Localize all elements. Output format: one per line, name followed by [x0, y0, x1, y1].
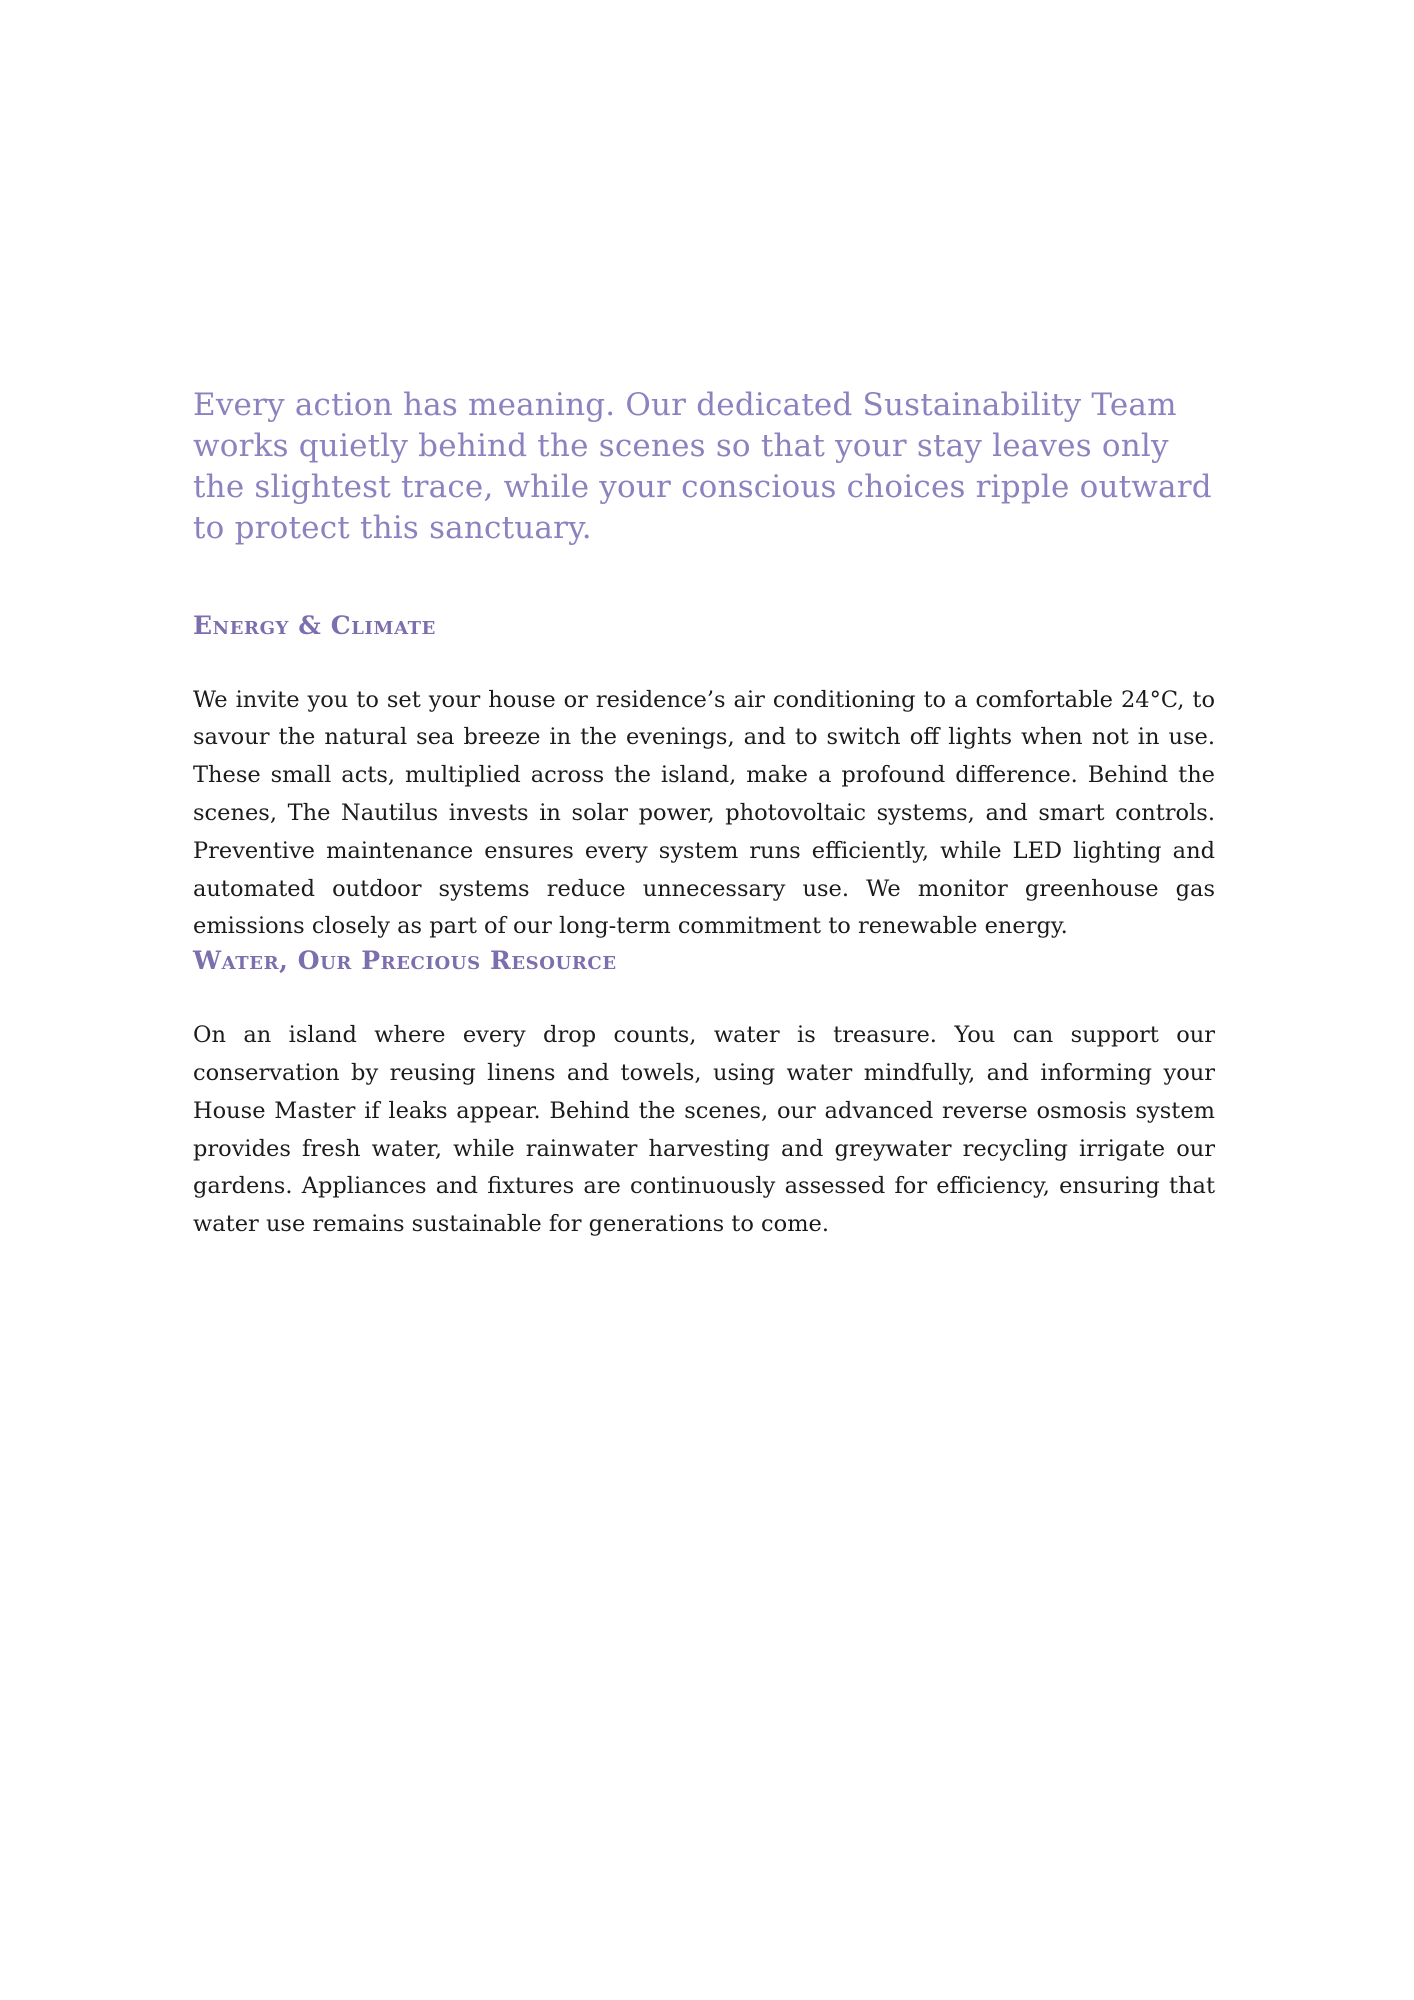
- page-content: [193, 385, 1215, 1244]
- section-water-resource: [193, 946, 1215, 1244]
- section-heading-energy-climate: Energy & Climate: [193, 610, 436, 640]
- section-body-water-resource: On an island where every drop counts, water is treasure. You can support our conservation by reusing linens and towels, using water mindfully, and informing your House Master if leaks appear. Behind the scenes, our advanced reverse osmosis system provides fresh water, while rainwater harvesting and greywater recycling irrigate our gardens. Appliances and fixtures are continuously assessed for efficiency, ensuring that water use remains sustainable for generations to come.: [193, 1022, 1215, 1238]
- section-energy-climate: [193, 611, 1215, 947]
- section-heading-water-resource: Water, Our Precious Resource: [193, 946, 617, 976]
- intro-paragraph: Every action has meaning. Our dedicated Sustainability Team works quietly behind the scenes so that your stay leaves only the slightest trace, while your conscious choices ripple outward to protect this sanctuary.: [193, 387, 1212, 546]
- section-body-energy-climate: We invite you to set your house or residence’s air conditioning to a comfortable 24°C, to savour the natural sea breeze in the evenings, and to switch off lights when not in use. These small acts, multiplied across the island, make a profound difference. Behind the scenes, The Nautilus invests in solar power, photovoltaic systems, and smart controls. Preventive maintenance ensures every system runs efficiently, while LED lighting and automated outdoor systems reduce unnecessary use. We monitor greenhouse gas emissions closely as part of our long-term commitment to renewable energy.: [193, 686, 1215, 940]
